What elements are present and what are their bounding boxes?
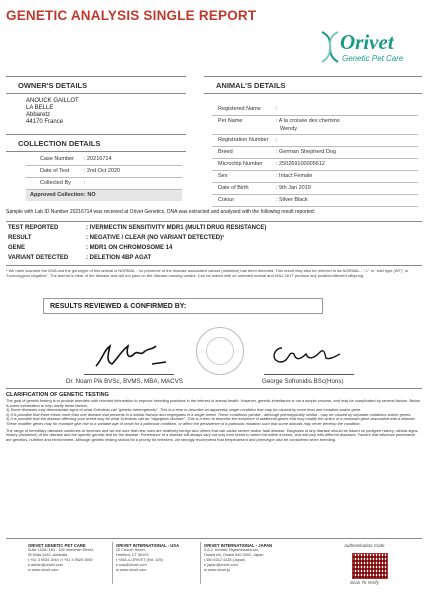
result-row	[6, 234, 416, 244]
collection-value: :	[84, 180, 86, 186]
footer-divider	[200, 542, 201, 584]
divider	[204, 76, 422, 77]
office-line: Suite 102A/ 163 - 169 Inkerman Street,	[28, 548, 94, 552]
collection-row	[26, 178, 182, 190]
owner-line: 44170 France	[26, 119, 64, 125]
animal-label: Date of Birth	[218, 185, 249, 191]
clarification-paragraph: 1) Some diseases may demonstrate signs of what Scientists call "genetic heterogeneity". This is a term to describe an apparently single condition that may be caused by more than one mutation and/or gene.	[6, 407, 362, 413]
confirmed-heading: RESULTS REVIEWED & CONFIRMED BY:	[43, 298, 323, 314]
office-line: Hartford, CT 06103	[116, 553, 149, 557]
animal-row	[212, 183, 418, 195]
office-line: w www.orivet.com	[28, 568, 59, 572]
divider	[204, 93, 422, 94]
result-row	[6, 244, 416, 254]
office-usa	[116, 543, 196, 573]
divider	[6, 221, 422, 222]
clarification-body	[6, 399, 422, 442]
collection-label: Collected By	[40, 180, 71, 186]
office-australia	[28, 543, 110, 573]
auth-heading: Authentication Code	[344, 543, 385, 548]
logo-brand: Orivet	[340, 30, 394, 54]
collection-heading: COLLECTION DETAILS	[18, 139, 101, 148]
result-value: : NEGATIVE / CLEAR (NO VARIANT DETECTED)¹	[86, 235, 225, 241]
collection-table	[26, 154, 182, 201]
collection-value: : 2nd Oct 2020	[84, 168, 121, 174]
result-value: : MDR1 ON CHROMOSOME 14	[86, 245, 173, 251]
clarification-paragraph: The range of hereditary diseases continues to increase and we are sure that new ones are relatively benign and others that can cause severe and/or fatal disease. Diagnosis of any disease should be based on pedigree history, clinical signs, history (incidence) of the disease and the specific genetic test for the disease. Penetrance of a disease will always vary not only from breed to breed but within a breed, and will vary with different diseases. Factors that influence penetrance are genetics, nutrition and environment. Although genetic testing should be a priority for breeders, we strongly recommend that temperament and phenotype also be considered when breeding.	[6, 427, 419, 442]
divider	[6, 265, 422, 266]
divider	[6, 151, 186, 152]
animal-row	[212, 195, 418, 207]
office-line: w www.orivet.com	[116, 568, 147, 572]
office-line: St Kilda 3182, Australia	[28, 553, 68, 557]
animal-label: Microchip Number	[218, 161, 263, 167]
office-line: 20 Church Street,	[116, 548, 146, 552]
clarification-heading: CLARIFICATION OF GENETIC TESTING	[6, 392, 109, 398]
result-footnote: ¹ We have scanned the DNA and the genotype of this animal is NORMAL - no presence of the disease associated variant (mutation) has been detected. This result may also be referred to as NORMAL - "-/-" or "wild type (WT)" or "homozygous negative". The animal is clear of the disease and will not pass on the disease-causing variant. Can be mated with an untested animal and WILL NOT produce any positive/affected offspring.	[6, 268, 409, 278]
animal-value: Wendy	[280, 126, 298, 132]
office-line: e admin@orivet.com	[28, 563, 63, 567]
divider	[6, 93, 186, 94]
footer-divider	[112, 542, 113, 584]
animal-row	[212, 116, 418, 125]
sample-note: Sample with Lab ID Number 20216714 was received at Orivet Genetics, DNA was extracted and analysed with the following result reported:	[6, 209, 316, 215]
office-name: ORIVET INTERNATIONAL - JAPAN	[204, 543, 273, 548]
animal-row	[212, 125, 418, 135]
animal-row	[212, 135, 418, 147]
office-japan	[204, 543, 290, 573]
signature-line	[84, 374, 174, 375]
signature-sofronidis	[268, 340, 342, 368]
divider	[6, 388, 422, 389]
clarification-paragraph: 2) It is possible that there exists more than one disease that presents in a similar fashion and segregates in a single breed. These conditions (similar - although phenotypically similar - may be caused by separate mutations and/or genes.	[6, 411, 412, 417]
animal-label: Registration Number	[218, 137, 269, 143]
collection-label: Date of Test	[40, 168, 70, 174]
animal-label: Registered Name	[218, 106, 261, 112]
animal-value: : A la croisée des chemins	[276, 118, 340, 124]
collection-row	[26, 166, 182, 178]
divider	[6, 76, 186, 77]
dna-icon	[318, 30, 342, 64]
owner-line: ANOUCK GAILLOT	[26, 98, 79, 104]
animal-value: :	[276, 137, 278, 143]
divider	[6, 538, 422, 539]
result-label: RESULT	[8, 235, 32, 241]
animal-heading: ANIMAL'S DETAILS	[216, 81, 286, 90]
logo-tagline: Genetic Pet Care	[342, 54, 404, 63]
collection-value: : 20216714	[84, 156, 112, 162]
collection-row	[26, 190, 182, 201]
animal-value: : Silver Black	[276, 197, 308, 203]
owner-address	[26, 98, 79, 126]
orivet-seal	[196, 327, 244, 375]
signature-line	[264, 374, 354, 375]
office-line: e japan@orivet.com	[204, 563, 238, 567]
animal-row	[212, 159, 418, 171]
clarification-paragraph: 3) It is possible that the disease affecting your breed may be what Scientists call an "oligogenic disease". This is a term to describe the existence of additional genes that may modify the action of a dominant gene associated with a disease. These modifier genes may for example give rise to a variable age of onset for a particular condition, or affect the persistence of a particular mutation such that some animals may never develop the condition.	[6, 416, 416, 426]
collection-row	[26, 154, 182, 166]
animal-label: Colour	[218, 197, 235, 203]
collection-label: Approved Collection	[30, 192, 84, 198]
office-line: t +61 3 9534 1544 | f +61 3 9525 3550	[28, 558, 93, 562]
collection-value: : NO	[84, 192, 96, 198]
office-line: e usa@orivet.com	[116, 563, 147, 567]
owner-line: LA BELLE	[26, 105, 54, 111]
office-line: 3-6-2, Kimata, Higashiosaka-shi,	[204, 548, 259, 552]
owner-heading: OWNER'S DETAILS	[18, 81, 88, 90]
result-value: : DELETION 4BP AGAT	[86, 255, 152, 261]
office-line: Osaka shi, Osaka 540-0002, Japan	[204, 553, 264, 557]
report-title: GENETIC ANALYSIS SINGLE REPORT	[6, 8, 257, 23]
office-line: t +844-4-ORIVET (Ext. 105)	[116, 558, 163, 562]
divider	[6, 134, 186, 135]
animal-row	[212, 147, 418, 159]
animal-label: Pet Name	[218, 118, 243, 124]
result-row	[6, 254, 416, 264]
animal-row	[212, 171, 418, 183]
result-row	[6, 224, 416, 234]
result-label: VARIANT DETECTED	[8, 255, 69, 261]
orivet-logo	[318, 28, 418, 70]
result-label: GENE	[8, 245, 26, 251]
results-table	[6, 224, 416, 264]
clarification-paragraph: The goal of genetic testing is to provide breeders with relevant information to improve breeding practices in the interest of animal health. However, genetic inheritance is not a simple process, and may be complicated by several factors. Below is some information to help clarify these factors.	[6, 398, 420, 408]
office-name: ORIVET GENETIC PET CARE	[28, 543, 86, 548]
animal-value: : Intact Female	[276, 173, 313, 179]
animal-table	[212, 104, 418, 207]
animal-value: : 9th Jan 2019	[276, 185, 311, 191]
office-line: t 080 6312 4128 (Japan)	[204, 558, 246, 562]
result-label: TEST REPORTED	[8, 225, 59, 231]
collection-label: Case Number	[40, 156, 74, 162]
signature-pik	[92, 340, 172, 372]
auth-qr-code[interactable]	[352, 553, 388, 579]
signatory-name: George Sofronidis BSc(Hons)	[262, 378, 344, 385]
office-name: ORIVET INTERNATIONAL - USA	[116, 543, 180, 548]
animal-label: Breed	[218, 149, 233, 155]
auth-caption: Scan To Verify	[350, 580, 379, 585]
animal-value: : 250269100005612	[276, 161, 325, 167]
office-line: w www.orivet.jp	[204, 568, 231, 572]
result-value: : IVERMECTIN SENSITIVITY MDR1 (MULTI DRUG RESISTANCE)	[86, 225, 267, 231]
animal-row	[212, 104, 418, 116]
signatory-name: Dr. Noam Pik BVSc, BVMS, MBA, MACVS	[66, 378, 183, 385]
animal-value: : German Shepherd Dog	[276, 149, 336, 155]
owner-line: Abbaretz	[26, 112, 51, 118]
animal-label: Sex	[218, 173, 228, 179]
animal-value: :	[276, 106, 278, 112]
